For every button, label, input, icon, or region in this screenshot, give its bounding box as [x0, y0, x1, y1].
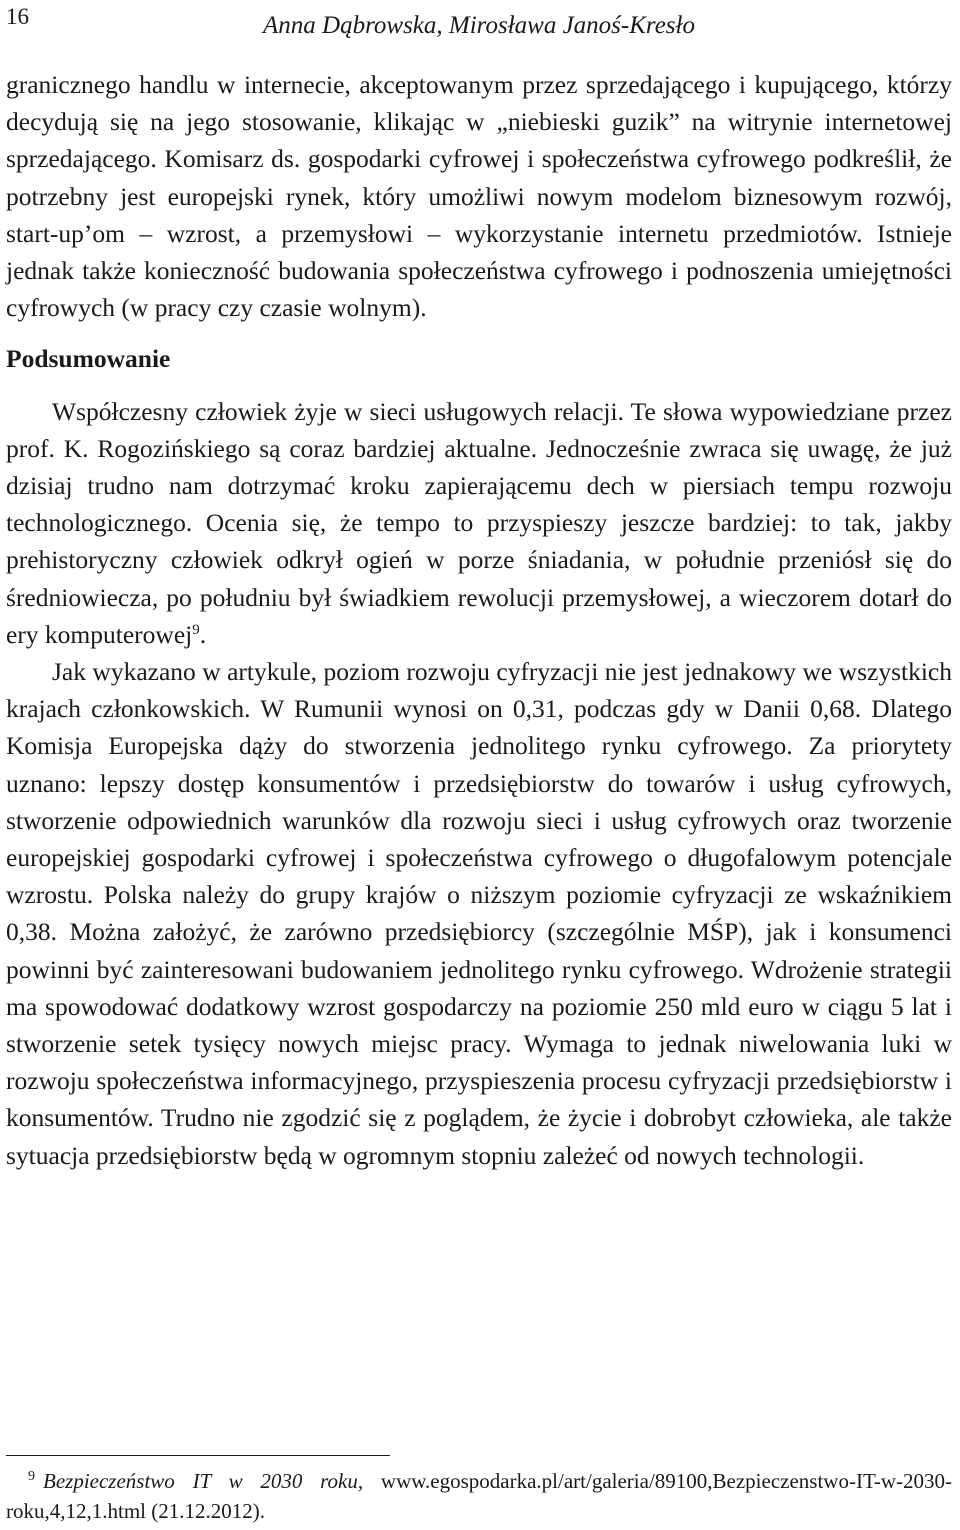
- footnote: [6, 1466, 952, 1526]
- footnote-reference[interactable]: 9: [192, 621, 200, 638]
- paragraph: Jak wykazano w artykule, poziom rozwoju cyfryzacji nie jest jednakowy we wszystkich krajach członkowskich. W Rumunii wynosi on 0,31, podczas gdy w Danii 0,68. Dlatego Komisja Europejska dąży do stworzenia jednolitego rynku cyfrowego. Za priorytety uznano: lepszy dostęp konsumentów i przedsiębiorstw do towarów i usług cyfrowych, stworzenie odpowiednich warunków dla rozwoju sieci i usług cyfrowych oraz tworzenie europejskiej gospodarki cyfrowej i społeczeństwa cyfrowego o długofalowym potencjale wzrostu. Polska należy do grupy krajów o niższym poziomie cyfryzacji ze wskaźnikiem 0,38. Można założyć, że zarówno przedsiębiorcy (szczególnie MŚP), jak i konsumenci powinni być zainteresowani budowaniem jednolitego rynku cyfrowego. Wdrożenie strategii ma spowodować dodatkowy wzrost gospodarczy na poziomie 250 mld euro w ciągu 5 lat i stworzenie setek tysięcy nowych miejsc pracy. Wymaga to jednak niwelowania luki w rozwoju społeczeństwa informacyjnego, przyspieszenia procesu cyfryzacji przedsiębiorstw i konsumentów. Trudno nie zgodzić się z poglądem, że życie i dobrobyt człowieka, ale także sytuacja przedsiębiorstw będą w ogromnym stopniu zależeć od nowych technologii.: [6, 657, 952, 1170]
- page-number: 16: [6, 4, 29, 29]
- section-heading: Podsumowanie: [6, 344, 171, 374]
- paragraph-end: .: [199, 619, 207, 649]
- footnote-text: , www.egospodarka.pl/art/galeria/89100,Bezpieczenstwo-IT-w-2030-roku,4,12,1.html (21.12.2012).: [6, 1469, 952, 1523]
- paragraph: [6, 393, 952, 653]
- page-header: [6, 4, 952, 44]
- paragraph-text: Współczesny człowiek żyje w sieci usługowych relacji. Te słowa wypowiedziane przez prof. K. Rogozińskiego są coraz bardziej aktualne. Jednocześnie zwraca się uwagę, że już dzisiaj trudno nam dotrzymać kroku zapierającemu dech w piersiach tempu rozwoju technologicznego. Ocenia się, że tempo to przyspieszy jeszcze bardziej: to tak, jakby prehistoryczny człowiek odkrył ogień w porze śniadania, w południe przeniósł się do średniowiecza, po południu był świadkiem rewolucji przemysłowej, a wieczorem dotarł do ery komputerowej: [6, 396, 952, 649]
- body-text: [6, 66, 952, 1174]
- running-title: Anna Dąbrowska, Mirosława Janoś-Kresło: [263, 12, 695, 39]
- footnote-divider: [6, 1455, 390, 1456]
- paragraph: granicznego handlu w internecie, akceptowanym przez sprzedającego i kupującego, którzy decydują się na jego stosowanie, klikając w „niebieski guzik” na witrynie internetowej sprzedającego. Komisarz ds. gospodarki cyfrowej i społeczeństwa cyfrowego podkreślił, że potrzebny jest europejski rynek, który umożliwi nowym modelom biznesowym rozwój, start-up’om – wzrost, a przemysłowi – wykorzystanie internetu przedmiotów. Istnieje jednak także konieczność budowania społeczeństwa cyfrowego i podnoszenia umiejętności cyfrowych (w pracy czy czasie wolnym).: [6, 70, 952, 323]
- footnote-title: Bezpieczeństwo IT w 2030 roku: [43, 1469, 358, 1493]
- footnote-number: 9: [28, 1469, 35, 1484]
